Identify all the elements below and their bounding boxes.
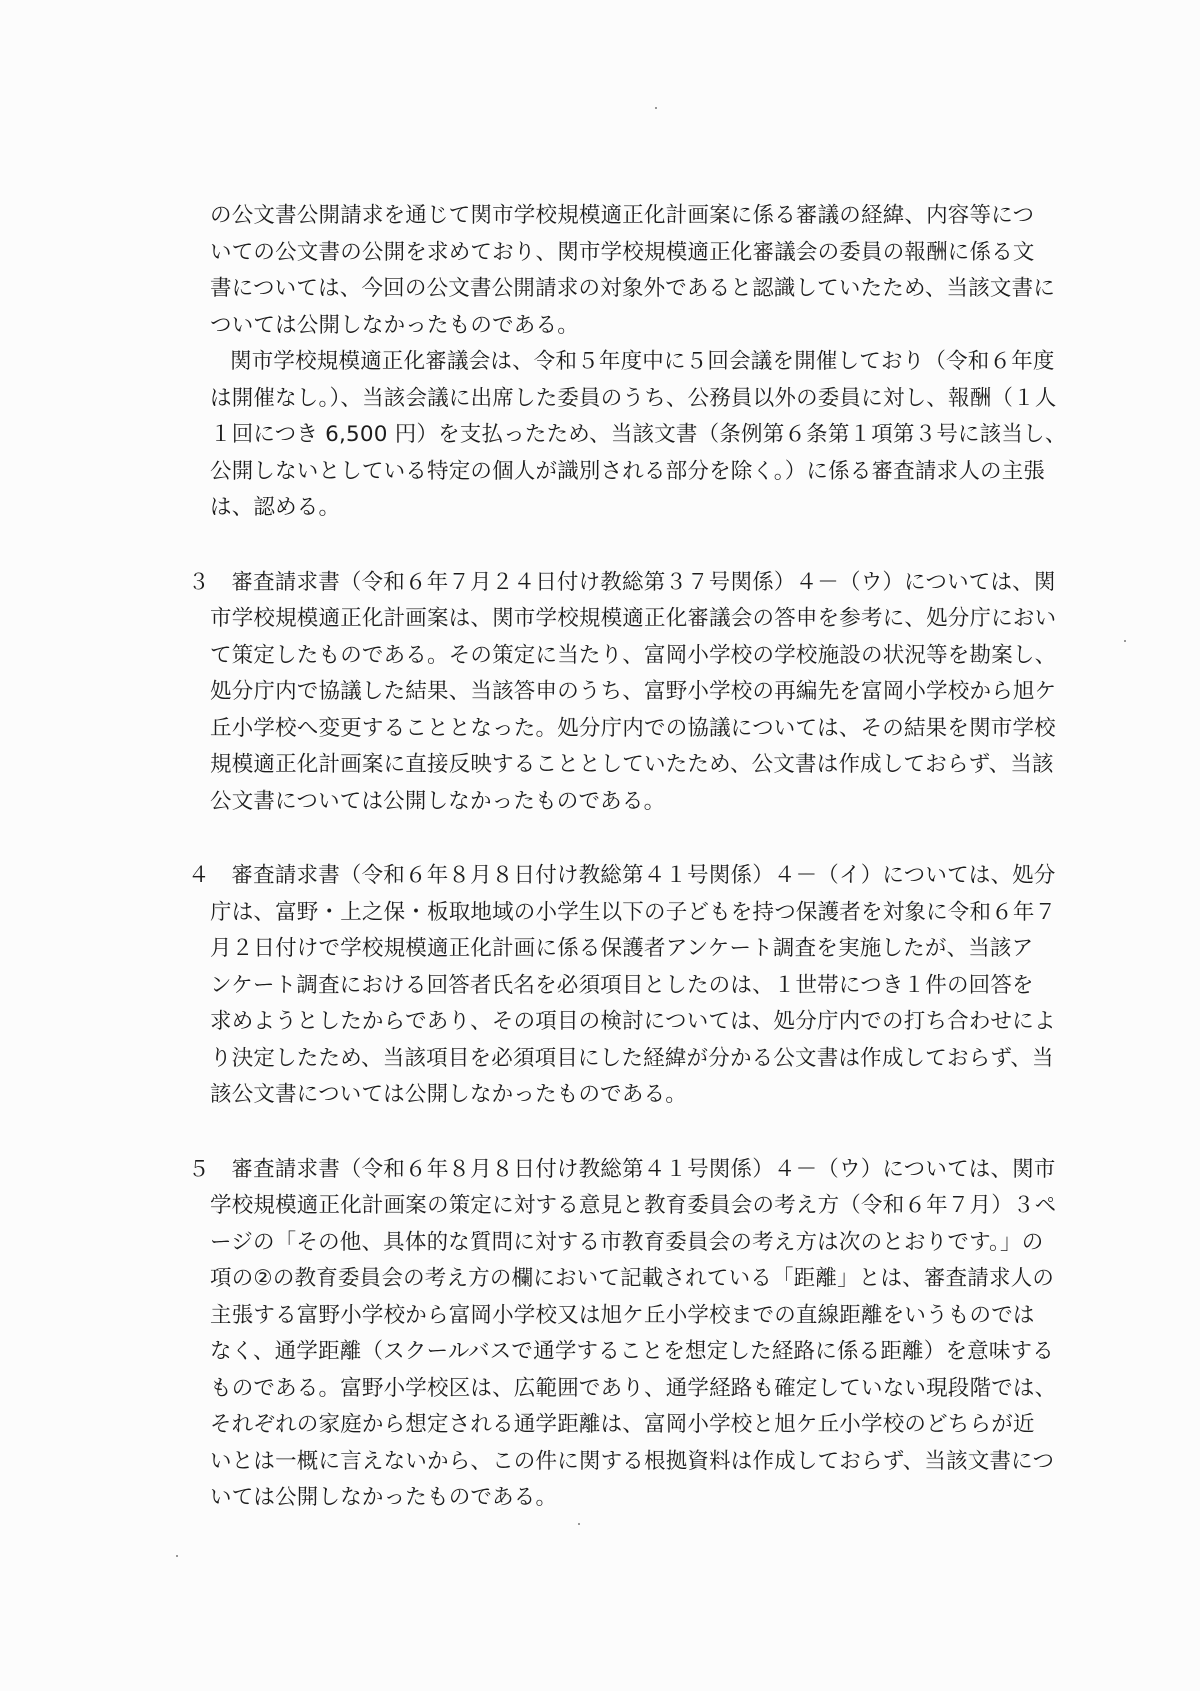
text-line: 書については、今回の公文書公開請求の対象外であると認識していたため、当該文書に bbox=[210, 276, 1056, 301]
text-line: 学校規模適正化計画案の策定に対する意見と教育委員会の考え方（令和６年７月）３ペ bbox=[210, 1193, 1057, 1218]
paragraph-gap bbox=[188, 1114, 1028, 1152]
text-line: いては公開しなかったものである。 bbox=[210, 1485, 558, 1510]
text-line: は開催なし。）、当該会議に出席した委員のうち、公務員以外の委員に対し、報酬（１人 bbox=[210, 385, 1057, 411]
text-line: それぞれの家庭から想定される通学距離は、富岡小学校と旭ケ丘小学校のどちらが近 bbox=[210, 1412, 1035, 1437]
text-line: 該公文書については公開しなかったものである。 bbox=[210, 1082, 687, 1107]
text-line: 庁は、富野・上之保・板取地域の小学生以下の子どもを持つ保護者を対象に令和６年７ bbox=[210, 899, 1057, 925]
text-line: なく、通学距離（スクールバスで通学することを想定した経路に係る距離）を意味する bbox=[210, 1339, 1054, 1364]
text-line: ンケート調査における回答者氏名を必須項目としたのは、１世帯につき１件の回答を bbox=[210, 972, 1034, 998]
text-line: １回につき 6,500 円）を支払ったため、当該文書（条例第６条第１項第３号に該当し、 bbox=[210, 422, 1067, 447]
paragraph-gap bbox=[188, 527, 1028, 565]
text-line: 関市学校規模適正化審議会は、令和５年度中に５回会議を開催しており（令和６年度 bbox=[230, 349, 1055, 374]
text-line: 項の②の教育委員会の考え方の欄において記載されている「距離」とは、審査請求人の bbox=[210, 1266, 1055, 1291]
text-line: ４ 審査請求書（令和６年８月８日付け教総第４１号関係）４－（イ）については、処分 bbox=[188, 863, 1056, 888]
text-line: り決定したため、当該項目を必須項目にした経緯が分かる公文書は作成しておらず、当 bbox=[210, 1045, 1054, 1071]
text-line: は、認める。 bbox=[210, 495, 341, 520]
item-5 bbox=[188, 1152, 1057, 1517]
text-line: 月２日付けで学校規模適正化計画に係る保護者アンケート調査を実施したが、当該ア bbox=[210, 936, 1034, 961]
text-line: ３ 審査請求書（令和６年７月２４日付け教総第３７号関係）４－（ウ）については、関 bbox=[188, 569, 1056, 595]
scan-speck bbox=[1124, 640, 1126, 642]
text-line: 公開しないとしている特定の個人が識別される部分を除く。）に係る審査請求人の主張 bbox=[210, 458, 1046, 484]
text-line: 処分庁内で協議した結果、当該答申のうち、富野小学校の再編先を富岡小学校から旭ケ bbox=[210, 679, 1057, 704]
document-body bbox=[188, 198, 1067, 1517]
item-3 bbox=[188, 565, 1057, 821]
scan-speck bbox=[578, 1523, 580, 1525]
paragraph-gap bbox=[188, 820, 1028, 858]
text-line: 主張する富野小学校から富岡小学校又は旭ケ丘小学校までの直線距離をいうものでは bbox=[210, 1302, 1035, 1328]
scan-speck bbox=[655, 107, 657, 109]
text-line: ５ 審査請求書（令和６年８月８日付け教総第４１号関係）４－（ウ）については、関市 bbox=[188, 1156, 1056, 1182]
text-line: ものである。富野小学校区は、広範囲であり、通学経路も確定していない現段階では、 bbox=[210, 1375, 1057, 1401]
text-line: 丘小学校へ変更することとなった。処分庁内での協議については、その結果を関市学校 bbox=[210, 715, 1056, 741]
text-line: 求めようとしたからであり、その項目の検討については、処分庁内での打ち合わせによ bbox=[210, 1009, 1056, 1034]
text-line: ージの「その他、具体的な質問に対する市教育委員会の考え方は次のとおりです。」の bbox=[210, 1229, 1044, 1255]
paragraph-council-remuneration bbox=[188, 344, 1067, 527]
scan-speck bbox=[176, 1555, 178, 1557]
text-line: 公文書については公開しなかったものである。 bbox=[210, 788, 666, 814]
item-4 bbox=[188, 858, 1057, 1114]
text-line: ついては公開しなかったものである。 bbox=[210, 312, 579, 338]
paragraph-continuation bbox=[188, 198, 1056, 344]
text-line: 規模適正化計画案に直接反映することとしていたため、公文書は作成しておらず、当該 bbox=[210, 752, 1054, 777]
text-line: 市学校規模適正化計画案は、関市学校規模適正化審議会の答申を参考に、処分庁におい bbox=[210, 606, 1057, 631]
text-line: いての公文書の公開を求めており、関市学校規模適正化審議会の委員の報酬に係る文 bbox=[210, 239, 1035, 265]
text-line: いとは一概に言えないから、この件に関する根拠資料は作成しておらず、当該文書につ bbox=[210, 1448, 1055, 1474]
text-line: て策定したものである。その策定に当たり、富岡小学校の学校施設の状況等を勘案し、 bbox=[210, 642, 1057, 668]
text-line: の公文書公開請求を通じて関市学校規模適正化計画案に係る審議の経緯、内容等につ bbox=[210, 203, 1035, 228]
